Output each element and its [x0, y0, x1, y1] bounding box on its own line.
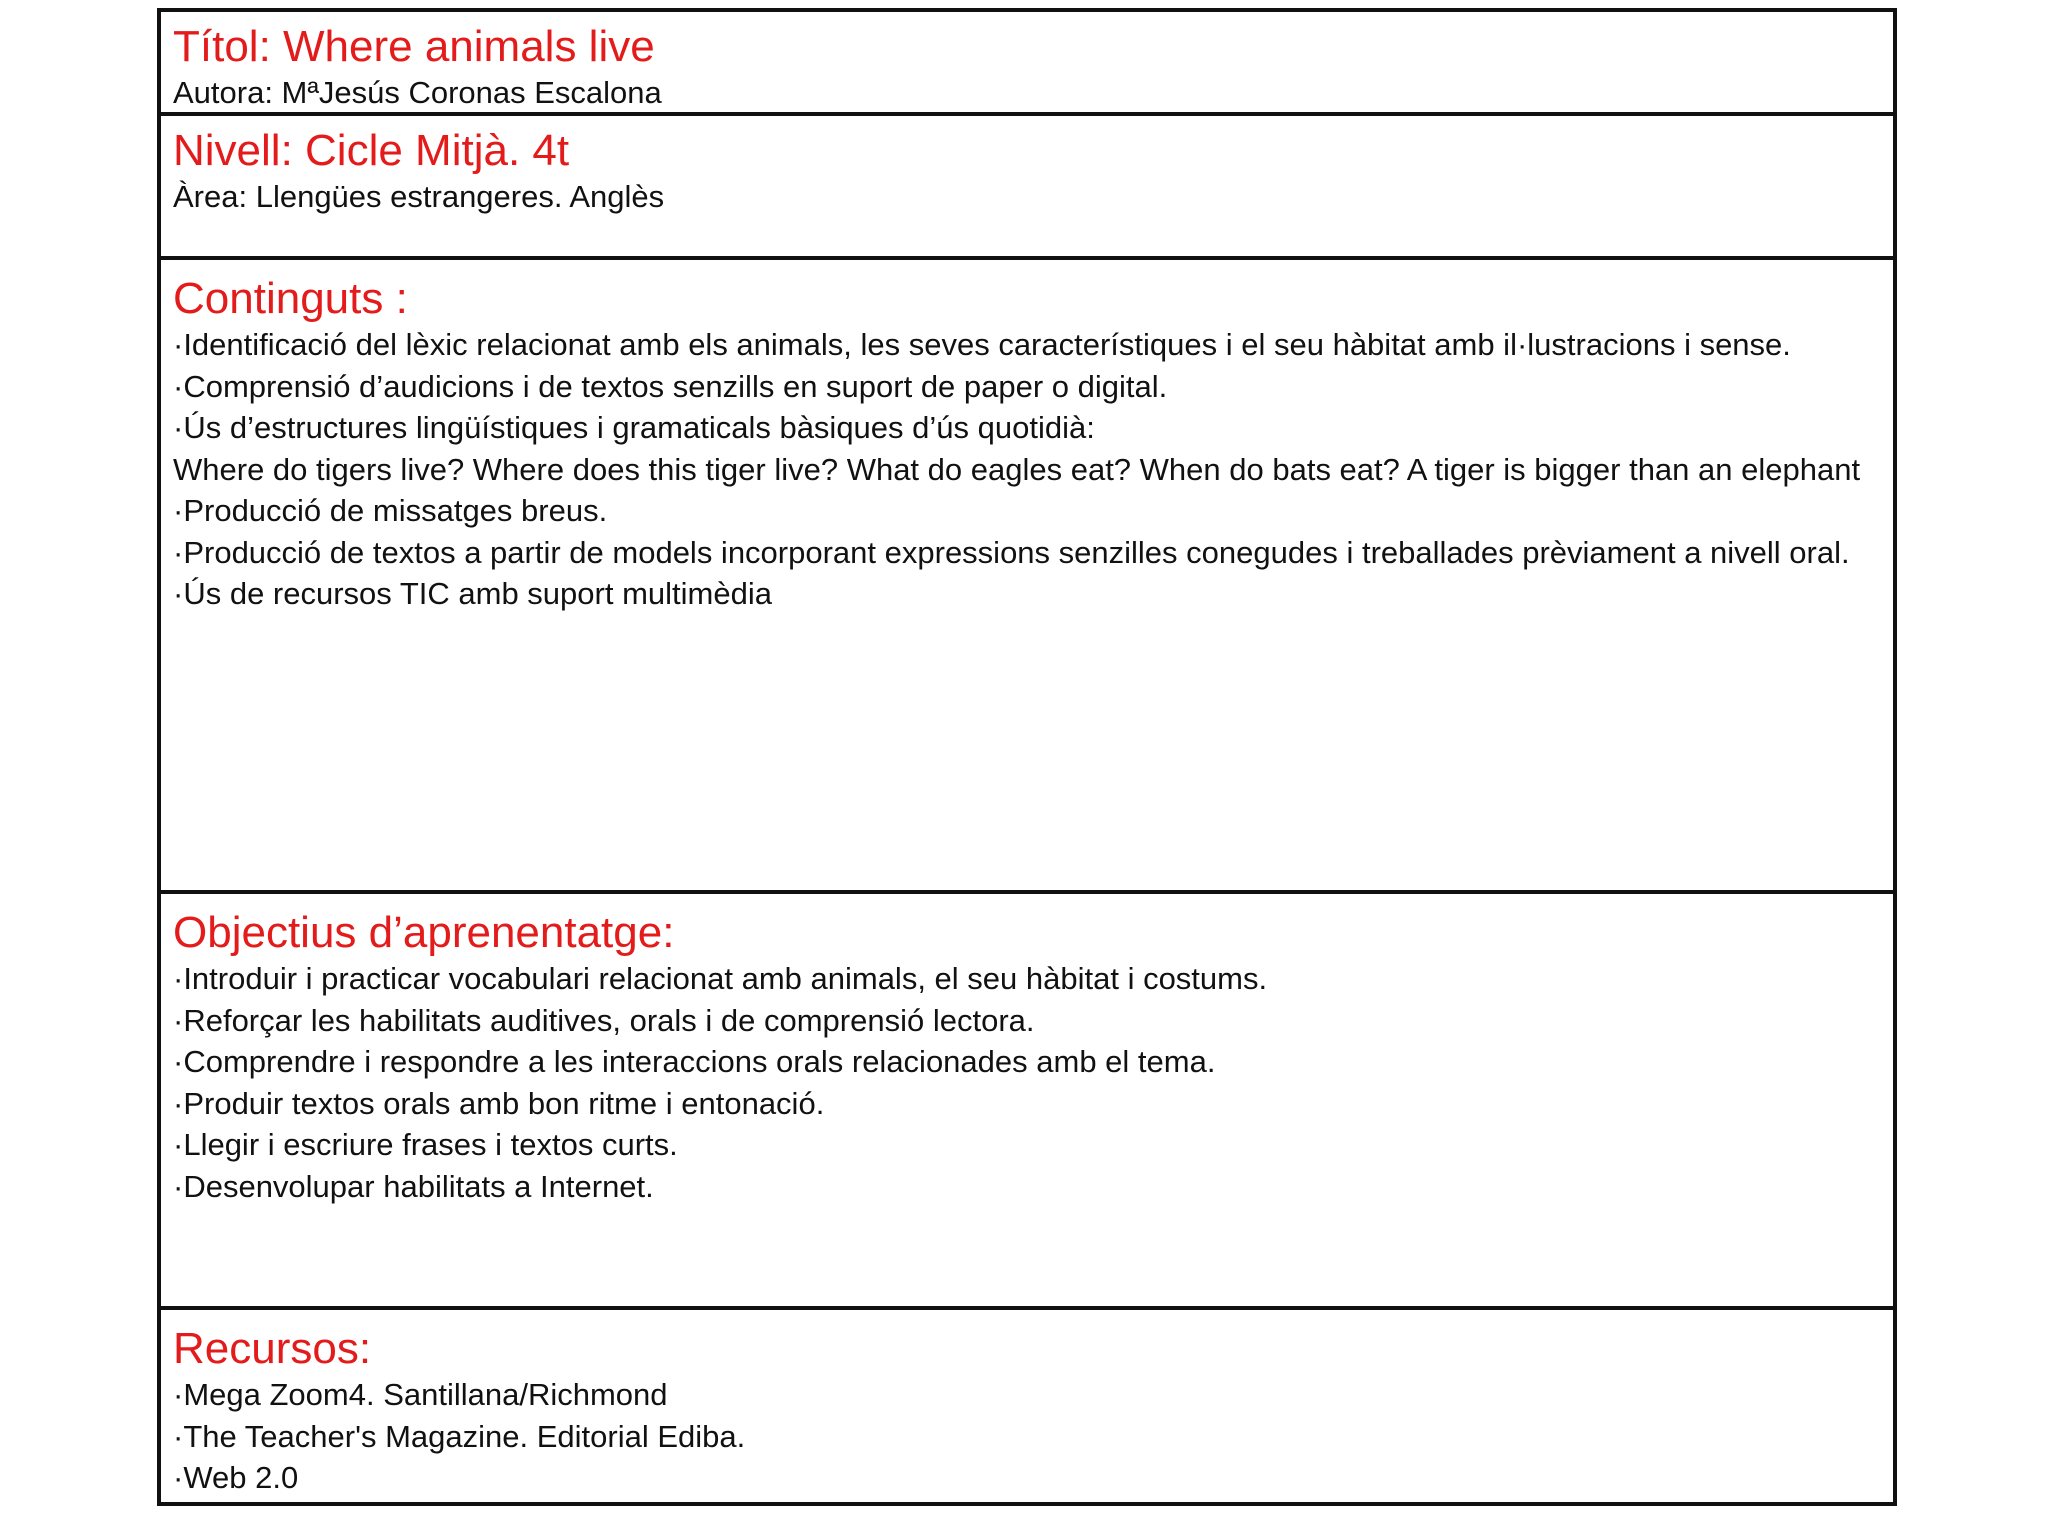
lesson-title: Títol: Where animals live [173, 22, 655, 71]
resources-heading: Recursos: [173, 1324, 372, 1373]
list-item: ·Llegir i escriure frases i textos curts. [173, 1127, 678, 1162]
area-line: Àrea: Llengües estrangeres. Anglès [173, 179, 665, 214]
level-section [161, 116, 1893, 260]
objectives-list [173, 958, 1893, 1207]
author-line: Autora: MªJesús Coronas Escalona [173, 75, 662, 110]
list-item: ·Comprensió d’audicions i de textos senzills en suport de paper o digital. [173, 368, 1168, 404]
list-item: ·Ús d’estructures lingüístiques i gramaticals bàsiques d’ús quotidià: [173, 410, 1095, 445]
list-item: ·Web 2.0 [173, 1460, 299, 1495]
level-heading: Nivell: Cicle Mitjà. 4t [173, 126, 570, 175]
list-item: ·The Teacher's Magazine. Editorial Ediba. [173, 1418, 746, 1454]
list-item: ·Producció de missatges breus. [173, 493, 608, 528]
list-item: ·Desenvolupar habilitats a Internet. [173, 1168, 654, 1204]
list-item: ·Ús de recursos TIC amb suport multimèdia [173, 576, 772, 611]
list-item: ·Introduir i practicar vocabulari relacionat amb animals, el seu hàbitat i costums. [173, 961, 1268, 996]
list-item: ·Producció de textos a partir de models incorporant expressions senzilles conegudes i treballades prèviament a nivell oral. [173, 534, 1850, 570]
list-item: ·Reforçar les habilitats auditives, orals i de comprensió lectora. [173, 1002, 1035, 1038]
contents-section [161, 260, 1893, 894]
list-item: Where do tigers live? Where does this tiger live? What do eagles eat? When do bats eat? A tiger is bigger than an elephant [173, 451, 1861, 487]
list-item: ·Comprendre i respondre a les interaccions orals relacionades amb el tema. [173, 1044, 1216, 1079]
list-item: ·Identificació del lèxic relacionat amb els animals, les seves característiques i el seu hàbitat amb il·lustracions i sense. [173, 327, 1791, 362]
contents-heading: Continguts : [173, 274, 408, 323]
resources-section [161, 1310, 1893, 1502]
list-item: ·Produir textos orals amb bon ritme i entonació. [173, 1085, 825, 1121]
resources-list [173, 1374, 1893, 1499]
objectives-section [161, 894, 1893, 1310]
contents-list [173, 324, 1893, 615]
title-section [161, 12, 1893, 116]
lesson-sheet [157, 8, 1897, 1506]
objectives-heading: Objectius d’aprenentatge: [173, 908, 675, 957]
list-item: ·Mega Zoom4. Santillana/Richmond [173, 1377, 668, 1412]
